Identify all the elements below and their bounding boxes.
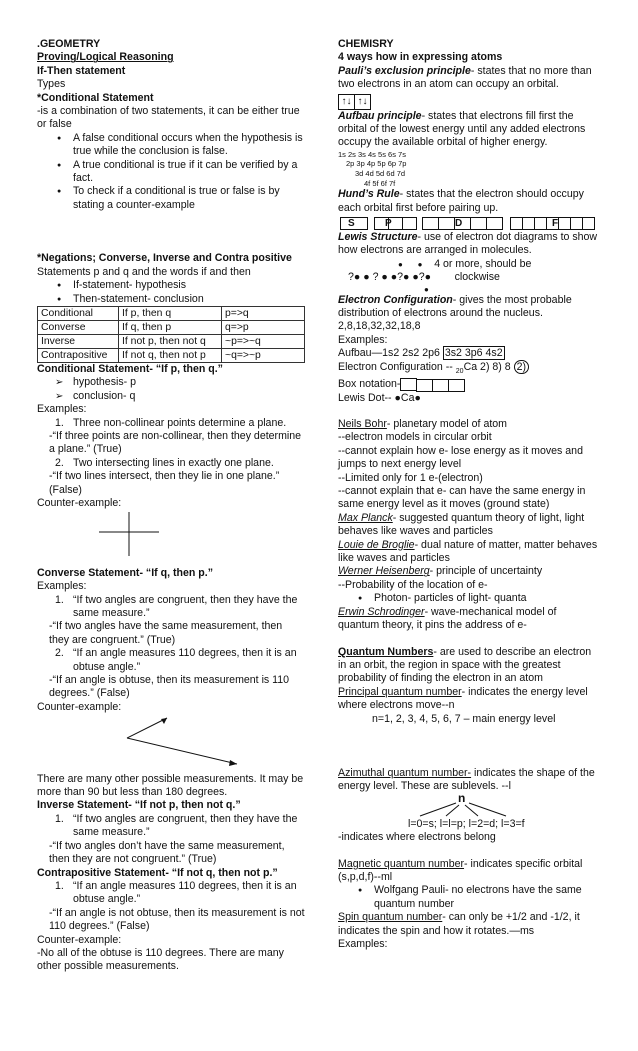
list-item: 1. “If two angles are congruent, then they have the same measure.” [55, 812, 298, 839]
orbital-box [400, 378, 417, 391]
box-notation-boxes [416, 379, 464, 396]
table-cell: ~p=>~q [222, 334, 305, 348]
chemistry-column [338, 38, 600, 951]
geometry-title: .GEOMETRY [37, 38, 101, 50]
lewis-row [338, 271, 600, 284]
term: Werner Heisenberg [338, 565, 430, 578]
bohr-paragraph [338, 418, 600, 431]
lewis-dot-value: ●Ca● [394, 391, 421, 404]
counter-example-label: Counter-example: [37, 496, 122, 509]
statement-table [37, 306, 305, 363]
table-cell: Conditional [38, 306, 119, 320]
orbital-label: D [455, 218, 463, 230]
inverse-examples [37, 813, 305, 840]
list-item: 1. “If two angles are congruent, then they have the same measure.” [55, 593, 298, 619]
list-item: 2. “If an angle measures 110 degrees, then it is an obtuse angle.” [55, 647, 297, 673]
intersecting-lines-figure [37, 510, 305, 562]
magnetic-bullets [338, 884, 600, 911]
table-cell: If p, then q [119, 306, 222, 320]
definition: - states that electrons fill first the orbital of the lowest energy until any added electrons occupy the available orbital of higher energy. [338, 109, 586, 149]
table-row [38, 320, 305, 334]
azimuthal-values: l=0=s; l=l=p; l=2=d; l=3=f [408, 817, 525, 830]
bohr-line: --Limited only for 1 e-(electron) [338, 471, 483, 484]
definition: - principle of uncertainty [429, 565, 543, 578]
term: Louie de Broglie [338, 538, 415, 551]
box-notation-label: Box notation- [338, 378, 401, 391]
magnetic-qn-paragraph [338, 858, 600, 885]
geometry-column [37, 38, 305, 974]
example-rewrite: -“If two angles don’t have the same measurement, then they are not congruent.” (True) [49, 839, 285, 866]
heisenberg-paragraph [338, 565, 600, 578]
list-item: ● To check if a conditional is true or false is by stating a counter-example [73, 185, 305, 212]
arrow-head [229, 760, 237, 766]
orbital-box [486, 217, 503, 230]
box-notation-line [338, 378, 600, 391]
proving-subtitle: Proving/Logical Reasoning [37, 51, 174, 64]
azimuthal-diagram [338, 790, 600, 818]
term: Erwin Schrodinger [338, 605, 425, 618]
counter-example-label: Counter-example: [37, 700, 122, 713]
example-rewrite: -“If two angles have the same measurement, then they are congruent.” (True) [49, 620, 283, 646]
lewis-paragraph [338, 231, 600, 258]
azimuthal-branches [338, 790, 600, 818]
lewis-dot-label: Lewis Dot-- [338, 391, 395, 404]
contrapositive-note: -No all of the obtuse is 110 degrees. There are many other possible measurements. [37, 946, 284, 973]
ec-example-prefix: Electron Configuration -- [338, 360, 456, 373]
table-cell: Inverse [38, 334, 119, 348]
atomic-number: 20 [455, 367, 464, 375]
quantum-numbers-paragraph [338, 646, 600, 686]
ec-example-circled: 2) [514, 360, 529, 374]
n-label: n [458, 790, 466, 805]
hund-paragraph [338, 188, 600, 215]
table-cell: If not p, then not q [119, 334, 222, 348]
converse-examples [37, 594, 305, 621]
term: Spin quantum number [338, 911, 443, 924]
orbital-box [470, 217, 487, 230]
pauli-boxes [338, 94, 600, 110]
branch-line [465, 805, 478, 816]
table-cell: If q, then p [119, 320, 222, 334]
table-row [38, 334, 305, 348]
list-item: ● Then-statement- conclusion [73, 293, 305, 306]
definition: - use of electron dot diagrams to show how electrons are arranged in molecules. [338, 231, 598, 257]
azimuthal-qn-paragraph [338, 767, 600, 794]
orbital-box: ↑↓ [338, 94, 355, 110]
orbital-box [402, 217, 417, 230]
contrapositive-examples [37, 880, 305, 907]
table-cell: Converse [38, 320, 119, 334]
orbital-box [448, 379, 465, 392]
aufbau-row: 3d 4d 5d 6d 7d [355, 169, 406, 179]
list-item: 1. Three non-collinear points determine a plane. [55, 416, 287, 429]
example-text: “If two angles are congruent, then they have the same measure.” [73, 593, 298, 619]
lewis-note [338, 258, 600, 271]
conditional-definition: -is a combination of two statements, it can be either true or false [37, 105, 300, 131]
branch-line [446, 805, 459, 816]
definition: - dual nature of matter, matter behaves like waves and particles [338, 538, 598, 565]
definition: - wave-mechanical model of quantum theory, it pins the address of e- [338, 605, 557, 632]
cs-examples [37, 457, 305, 470]
chemistry-title: CHEMISRY [338, 38, 394, 50]
counter-example-label: Counter-example: [37, 933, 122, 946]
types-label: Types [37, 78, 66, 91]
table-row [38, 306, 305, 320]
example-text: “If two angles are congruent, then they have the same measure.” [73, 812, 298, 839]
aufbau-example [338, 347, 600, 360]
table-cell: If not q, then not p [119, 348, 222, 362]
angle-ray [127, 718, 167, 738]
definition: - gives the most probable distribution of electrons around the nucleus. [338, 293, 572, 320]
examples-label: Examples: [37, 403, 87, 416]
definition: - states that the electron should occupy each orbital first before pairing up. [338, 188, 584, 214]
aufbau-row: 1s 2s 3s 4s 5s 6s 7s [338, 149, 406, 159]
orbital-label: S [348, 218, 355, 230]
term: Pauli’s exclusion principle [338, 64, 471, 77]
example-text: “If an angle measures 110 degrees, then it is an obtuse angle.” [73, 647, 297, 673]
orbital-label: F [552, 218, 559, 230]
table-cell: p=>q [222, 306, 305, 320]
definition: - indicates specific orbital (s,p,d,f)--ml [338, 857, 583, 883]
aufbau-row: 4f 5f 6f 7f [364, 178, 396, 188]
converse-note: There are many other possible measurements. It may be more than 90 but less than 180 degrees. [37, 772, 304, 799]
lewis-dot-line [338, 392, 600, 405]
list-item: ● A true conditional is true if it can be verified by a fact. [73, 159, 305, 186]
bohr-line: --cannot explain that e- can have the same energy in same energy level as it moves (ground state) [338, 485, 586, 511]
definition: - can only be +1/2 and -1/2, it indicates the spin and how it rotates.—ms [338, 911, 580, 937]
list-item: 2. Two intersecting lines in exactly one plane. [55, 456, 274, 469]
branch-line [469, 803, 506, 816]
table-cell: ~q=>~p [222, 348, 305, 362]
converse-heading: Converse Statement- “If q, then p.” [37, 566, 213, 579]
term: Magnetic quantum number [338, 857, 465, 870]
principal-qn-values: n=1, 2, 3, 4, 5, 6, 7 – main energy level [372, 712, 556, 725]
planck-paragraph [338, 512, 600, 539]
negations-heading: *Negations; Converse, Inverse and Contra positive [37, 252, 292, 265]
orbital-box: ↑↓ [354, 94, 371, 110]
term: Azimuthal quantum number- [338, 766, 472, 779]
principal-qn-paragraph [338, 686, 600, 713]
lewis-symbols: ?● ● ? ● ●?● ●?● [348, 271, 432, 284]
ec-example [338, 361, 600, 379]
inverse-heading: Inverse Statement- “If not p, then not q.” [37, 799, 241, 812]
table-cell: Contrapositive [38, 348, 119, 362]
orbital-box [582, 217, 595, 230]
cs-bullets [37, 376, 305, 403]
list-item: ➢ conclusion- q [73, 390, 305, 403]
definition: - suggested quantum theory of light, light behaves like waves and particles [338, 511, 585, 538]
term: Electron Configuration [338, 293, 453, 306]
contrapositive-heading: Contrapositive Statement- “If not q, then not p.” [37, 866, 278, 879]
negations-bullets [37, 279, 305, 306]
clockwise-label: clockwise [454, 271, 500, 284]
orbital-group [374, 217, 416, 234]
obtuse-angle-figure [37, 714, 305, 768]
term: Lewis Structure [338, 231, 418, 244]
aufbau-example-boxed: 3s2 3p6 4s2 [444, 347, 503, 360]
term: Max Planck [338, 511, 393, 524]
list-item: 1. “If an angle measures 110 degrees, then it is an obtuse angle.” [55, 879, 297, 906]
if-then-heading: If-Then statement [37, 64, 126, 77]
list-item: ● Photon- particles of light- quanta [374, 592, 600, 605]
azimuthal-note: -indicates where electrons belong [338, 831, 496, 844]
table-row [38, 348, 305, 362]
conditional-heading: *Conditional Statement [37, 91, 154, 104]
branch-line [420, 803, 456, 816]
dot: ● [398, 259, 403, 269]
term: Neils Bohr [338, 418, 387, 431]
aufbau-row: 2p 3p 4p 5p 6p 7p [346, 159, 407, 169]
list-item: ● Wolfgang Pauli- no electrons have the same quantum number [374, 884, 600, 911]
heisenberg-bullets [338, 592, 600, 605]
bohr-line: --cannot explain how e- lose energy as it moves and jumps to next energy level [338, 444, 583, 471]
orbital-box [438, 217, 455, 230]
orbital-label: P [385, 218, 392, 230]
definition: - are used to describe an electron in an orbit, the region in space with the greatest probability of finding the electron in an atom [338, 645, 592, 685]
example-rewrite: -“If an angle is obtuse, then its measurement is 110 degrees.” (False) [49, 674, 290, 700]
conditional-statement-heading: Conditional Statement- “If p, then q.” [37, 362, 223, 375]
definition: indicates the shape of the energy level. These are sublevels. --l [338, 766, 595, 793]
example-text: Two intersecting lines in exactly one plane. [73, 456, 274, 469]
conditional-bullets [37, 132, 305, 212]
cs-examples [37, 417, 305, 430]
schrodinger-paragraph [338, 606, 600, 633]
dot: ● [424, 284, 429, 294]
orbital-box [422, 217, 439, 230]
pauli-paragraph [338, 65, 600, 92]
list-item: ● If-statement- hypothesis [73, 279, 305, 292]
example-text: “If an angle measures 110 degrees, then it is an obtuse angle.” [73, 879, 297, 906]
dot: ● [417, 259, 423, 269]
example-rewrite: -“If three points are non-collinear, then they determine a plane.” (True) [49, 429, 302, 456]
bohr-line: --electron models in circular orbit [338, 431, 492, 444]
example-text: Three non-collinear points determine a plane. [73, 416, 287, 429]
heisenberg-line: --Probability of the location of e- [338, 578, 488, 591]
definition: - indicates the energy level where electrons move--n [338, 685, 588, 712]
list-item: ● A false conditional occurs when the hypothesis is true while the conclusion is false. [73, 132, 305, 159]
example-rewrite: -“If two lines intersect, then they lie in one plane.” (False) [49, 470, 280, 496]
broglie-paragraph [338, 539, 600, 566]
examples-label: Examples: [338, 333, 388, 346]
term: Quantum Numbers [338, 645, 434, 658]
orbital-box [432, 379, 449, 392]
term: Hund’s Rule [338, 188, 400, 201]
orbital-box [416, 379, 433, 392]
list-item: ➢ hypothesis- p [73, 376, 305, 389]
aufbau-example-prefix: Aufbau—1s2 2s2 2p6 [338, 347, 440, 360]
definition: - planetary model of atom [386, 418, 507, 431]
spin-qn-paragraph [338, 911, 600, 938]
angle-ray [127, 738, 237, 764]
examples-label: Examples: [37, 580, 87, 593]
hund-orbital-boxes [338, 217, 600, 231]
example-rewrite: -“If an angle is not obtuse, then its measurement is not 110 degrees.” (False) [49, 906, 305, 933]
chemistry-subtitle: 4 ways how in expressing atoms [338, 51, 503, 64]
term: Principal quantum number [338, 685, 462, 698]
aufbau-paragraph [338, 110, 600, 150]
ec-paragraph [338, 294, 600, 321]
ec-example-shells: Ca 2) 8) 8 [463, 360, 511, 373]
note-text: 4 or more, should be [434, 257, 532, 270]
ec-sequence: 2,8,18,32,32,18,8 [338, 320, 421, 333]
term: Aufbau principle [338, 109, 422, 122]
definition: - states that no more than two electrons in an atom can occupy an orbital. [338, 64, 592, 91]
negations-line: Statements p and q and the words if and then [37, 265, 251, 278]
converse-examples [37, 647, 305, 674]
examples-label: Examples: [338, 938, 388, 951]
table-cell: q=>p [222, 320, 305, 334]
